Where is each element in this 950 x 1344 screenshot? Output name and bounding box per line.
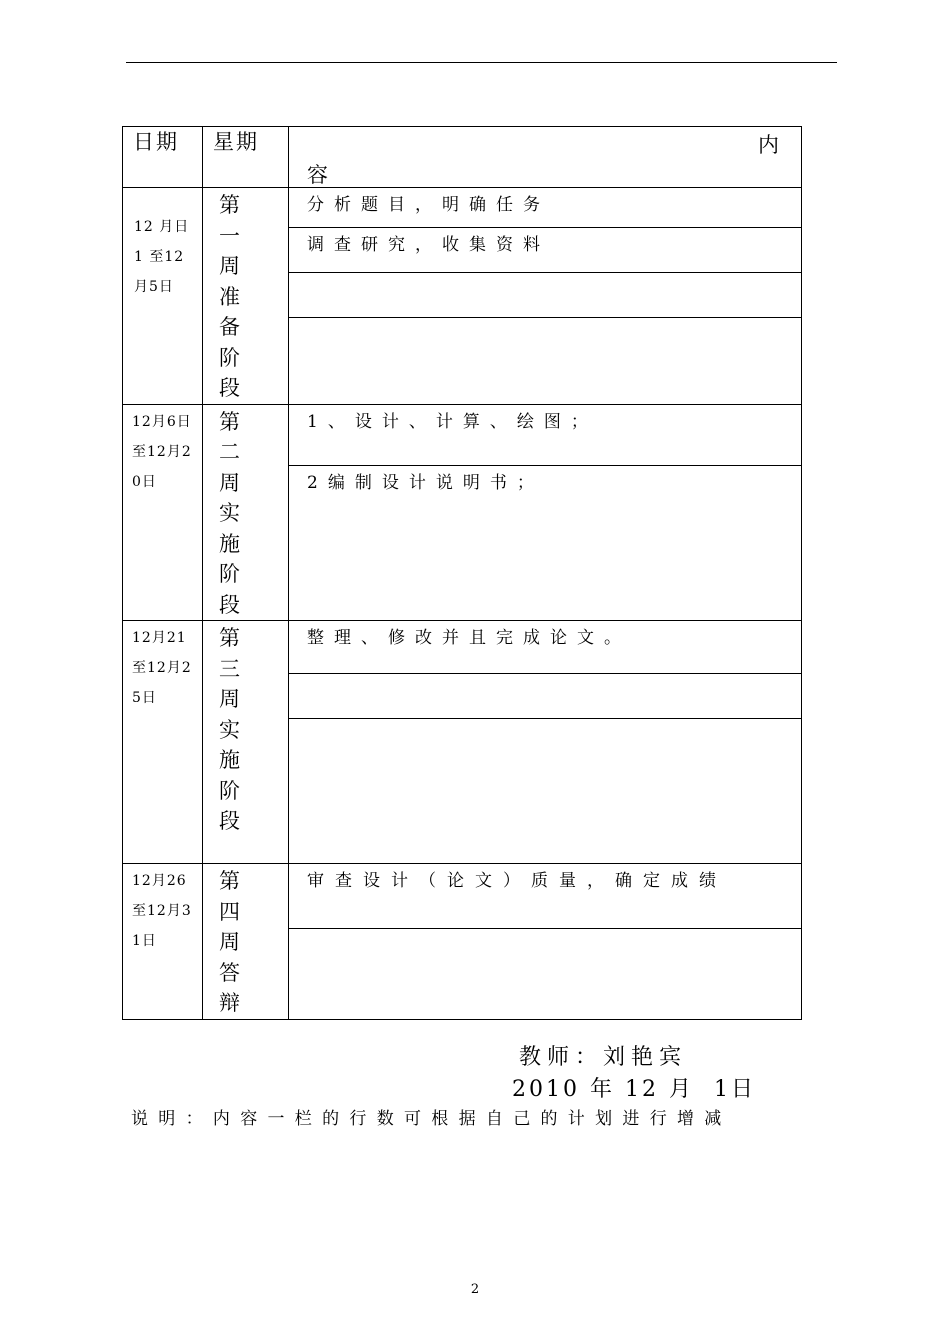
- content-item: [289, 318, 801, 320]
- table-row: [123, 188, 802, 405]
- content-items: [289, 188, 801, 401]
- content-item: [289, 929, 801, 931]
- week-text: 第三周实施阶段: [219, 626, 240, 833]
- header-rule: [126, 62, 837, 63]
- header-content-label-1: 内: [758, 133, 779, 157]
- page-number: 2: [470, 1282, 480, 1297]
- week-cell: [203, 864, 289, 1020]
- content-item: [289, 273, 801, 275]
- content-item: [289, 674, 801, 676]
- table-row: [123, 404, 802, 621]
- content-item: [289, 719, 801, 721]
- week-cell: [203, 621, 289, 864]
- content-cell: [289, 404, 802, 621]
- header-content-cell: [289, 127, 802, 188]
- date-cell: [123, 188, 203, 405]
- content-cell: [289, 864, 802, 1020]
- date-text: 12月21至12月25日: [132, 630, 192, 706]
- signature-date: 2010 年 12 月 1日: [512, 1077, 756, 1102]
- week-text: 第二周实施阶段: [219, 409, 240, 617]
- content-items: [289, 621, 801, 863]
- teacher-signature: 教师：刘艳宾: [519, 1045, 688, 1070]
- content-item: 调查研究，收集资料: [307, 234, 550, 255]
- content-items: [289, 405, 801, 617]
- date-cell: [123, 404, 203, 621]
- content-cell: [289, 621, 802, 864]
- week-text: 第四周答辩: [219, 869, 240, 1015]
- date-cell: [123, 621, 203, 864]
- week-cell: [203, 188, 289, 405]
- header-week-label: 星期: [213, 130, 259, 154]
- content-items: [289, 864, 801, 1018]
- week-text: 第一周准备阶段: [219, 193, 240, 400]
- header-date-cell: [123, 127, 203, 188]
- table-row: [123, 864, 802, 1020]
- week-cell: [203, 404, 289, 621]
- content-cell: [289, 188, 802, 405]
- table-header-row: [123, 127, 802, 188]
- content-item: 整理、修改并且完成论文。: [307, 628, 631, 648]
- header-content-label-2: 容: [307, 163, 328, 187]
- date-text: 12月26至12月31日: [132, 873, 192, 949]
- table-row: [123, 621, 802, 864]
- footnote: 说明：内容一栏的行数可根据自己的计划进行增减: [131, 1109, 732, 1129]
- header-week-cell: [203, 127, 289, 188]
- content-item: 2编制设计说明书；: [307, 473, 544, 493]
- schedule-table: [122, 126, 802, 1020]
- header-date-label: 日期: [133, 130, 179, 154]
- content-item: 分析题目，明确任务: [307, 195, 550, 215]
- content-item: 1、设计、计算、绘图；: [307, 411, 598, 432]
- date-text: 12 月日1 至12 月5日: [134, 219, 190, 295]
- date-cell: [123, 864, 203, 1020]
- content-item: 审查设计（论文）质量，确定成绩: [307, 871, 727, 891]
- date-text: 12月6日至12月20日: [132, 413, 192, 490]
